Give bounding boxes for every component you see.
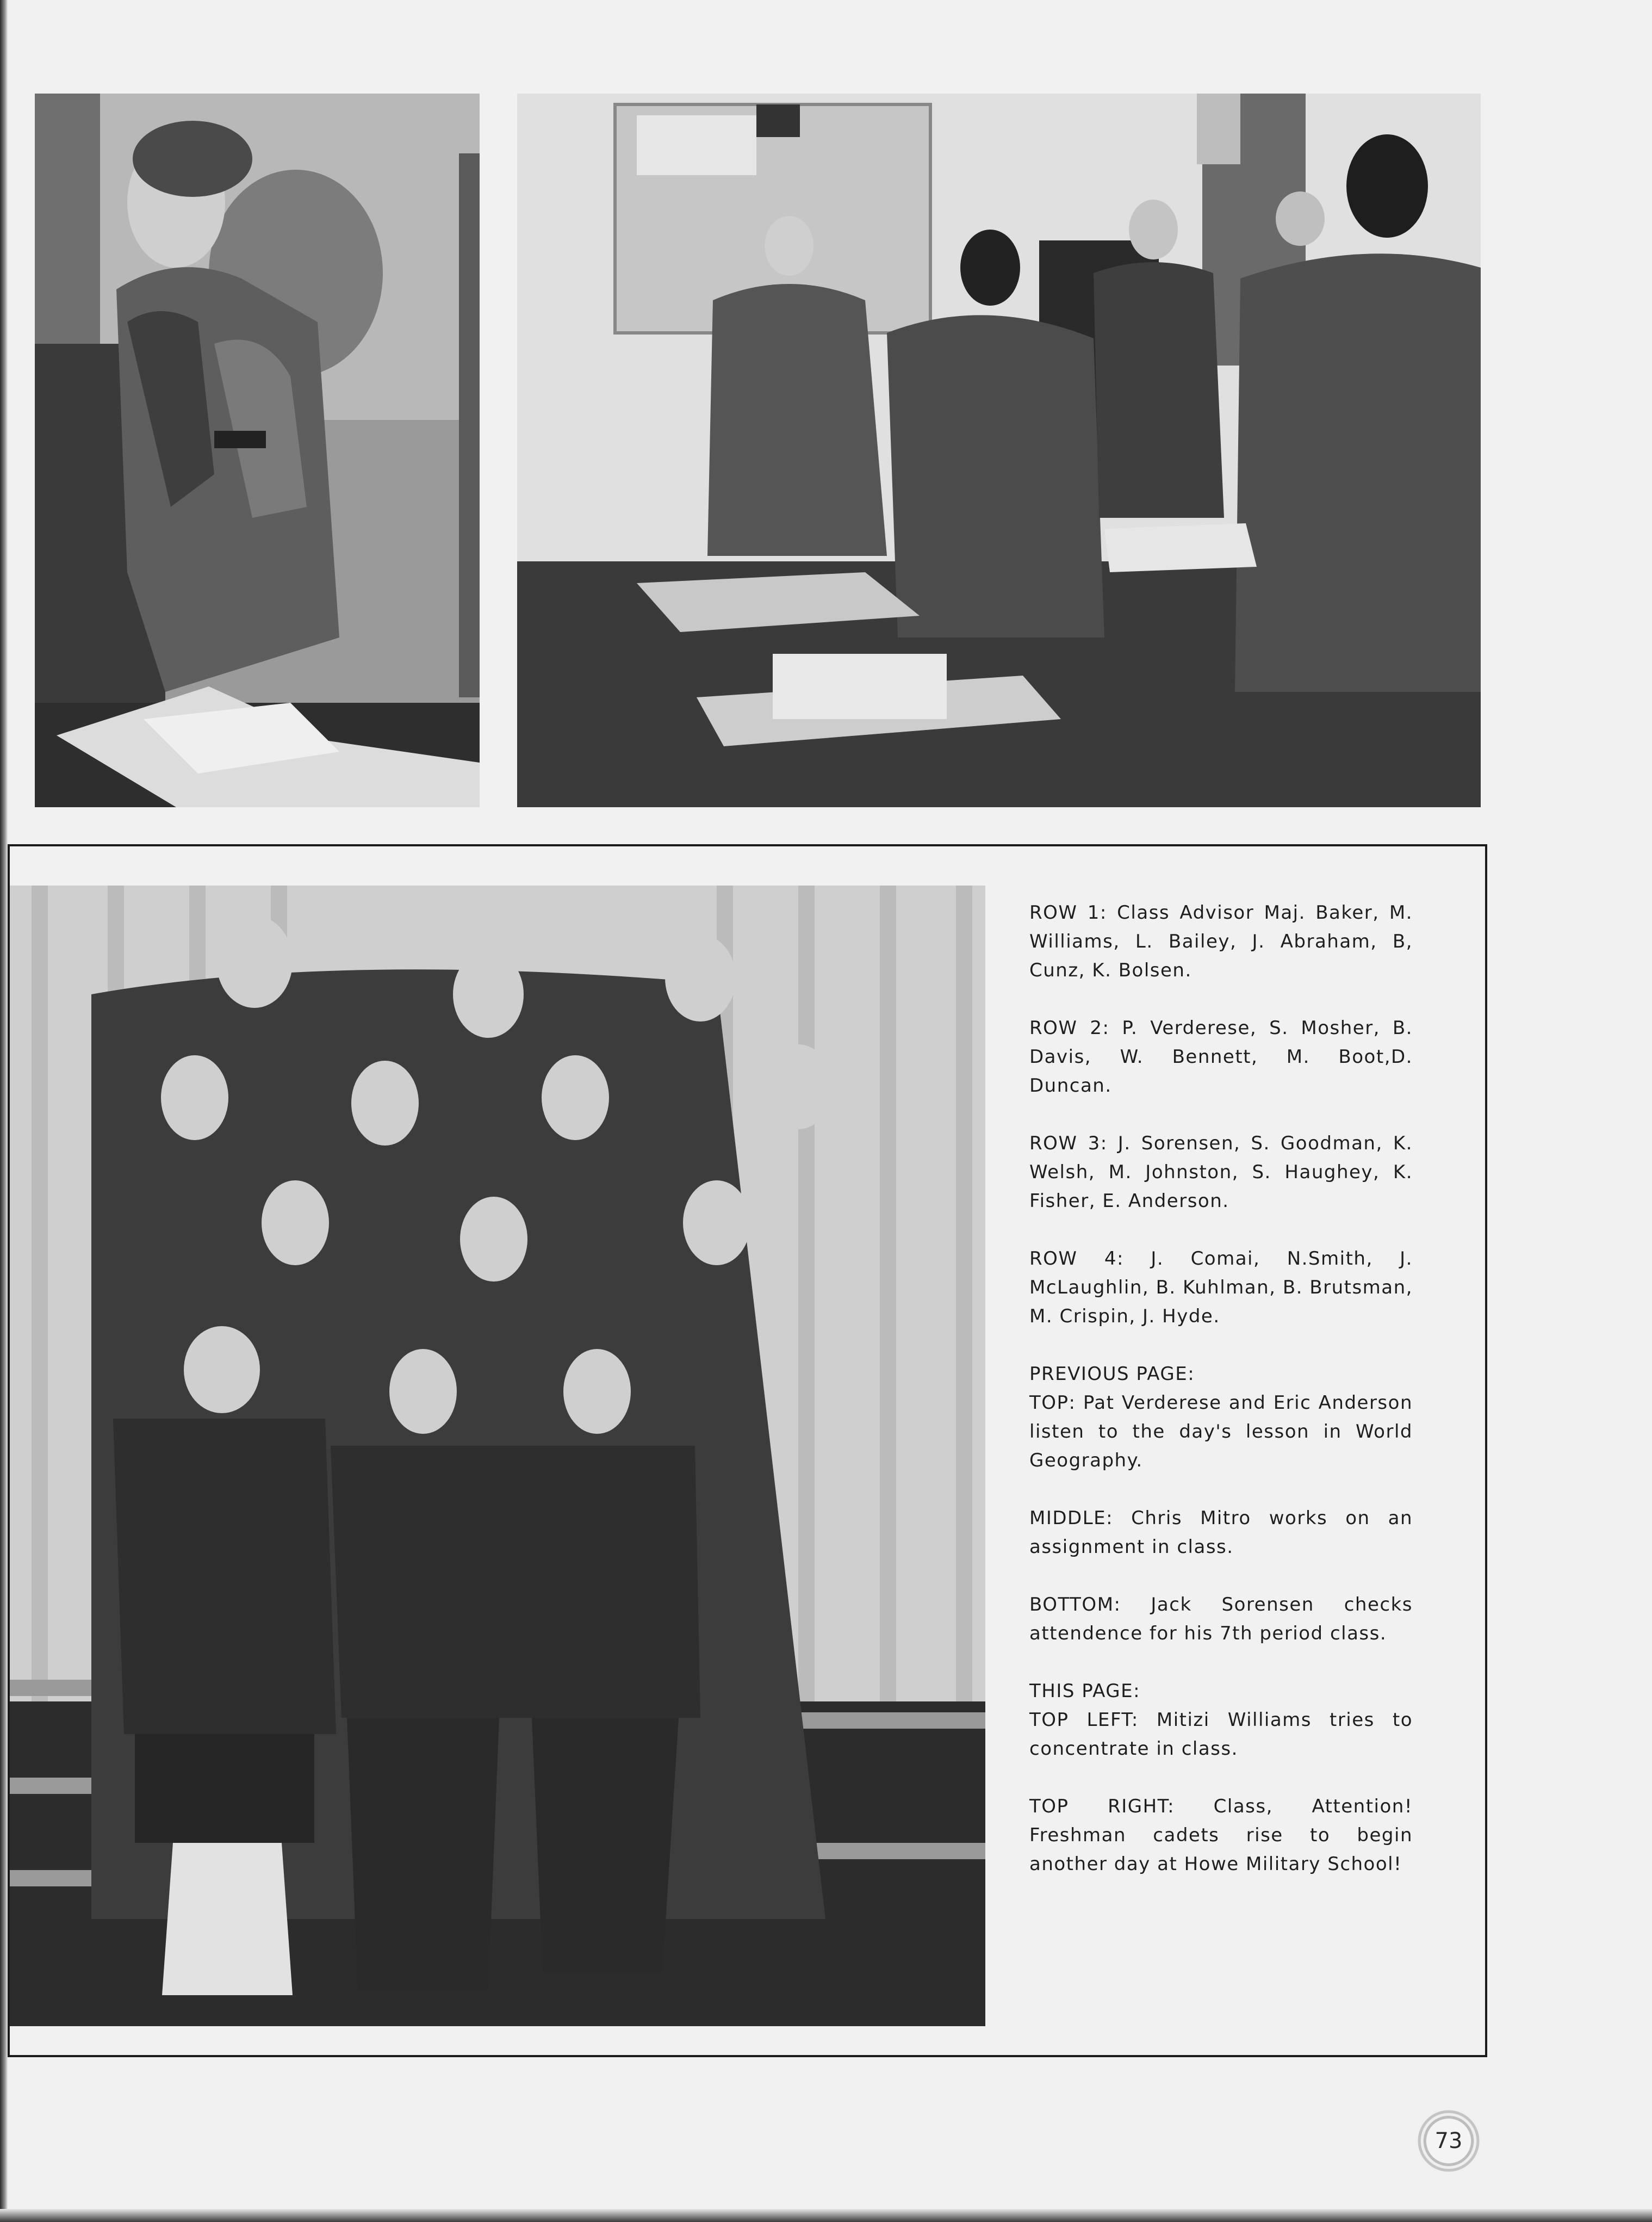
page-number: 73: [1416, 2108, 1481, 2174]
caption-row-2: ROW 2: P. Verderese, S. Mosher, B. Davis, W. Bennett, M. Boot,D. Duncan.: [1029, 1017, 1413, 1097]
caption-this-top-left: TOP LEFT: Mitizi Williams tries to concentrate in class.: [1029, 1709, 1413, 1760]
caption-this-top-right: TOP RIGHT: Class, Attention! Freshman cadets rise to begin another day at Howe Military School!: [1029, 1796, 1413, 1875]
caption-previous-bottom: BOTTOM: Jack Sorensen checks attendence for his 7th period class.: [1029, 1594, 1413, 1644]
photo-cadet-at-desk: [35, 94, 480, 807]
photo-cadets-standing-classroom: [517, 94, 1481, 807]
caption-row-3: ROW 3: J. Sorensen, S. Goodman, K. Welsh, M. Johnston, S. Haughey, K. Fisher, E. Anderson.: [1029, 1132, 1413, 1212]
caption-row-1: ROW 1: Class Advisor Maj. Baker, M. Williams, L. Bailey, J. Abraham, B, Cunz, K. Bolsen.: [1029, 902, 1413, 981]
caption-this-page-heading: THIS PAGE:: [1029, 1680, 1141, 1702]
photo-freshman-class-group: [10, 886, 985, 2026]
caption-row-4: ROW 4: J. Comai, N.Smith, J. McLaughlin, B. Kuhlman, B. Brutsman, M. Crispin, J. Hyde.: [1029, 1248, 1413, 1327]
page-edge: [0, 0, 8, 2222]
caption-panel: [1029, 899, 1413, 1932]
caption-previous-top: TOP: Pat Verderese and Eric Anderson listen to the day's lesson in World Geography.: [1029, 1392, 1413, 1471]
caption-previous-middle: MIDDLE: Chris Mitro works on an assignment in class.: [1029, 1507, 1413, 1558]
caption-previous-page-heading: PREVIOUS PAGE:: [1029, 1363, 1195, 1385]
page-edge-bottom: [0, 2209, 1652, 2222]
